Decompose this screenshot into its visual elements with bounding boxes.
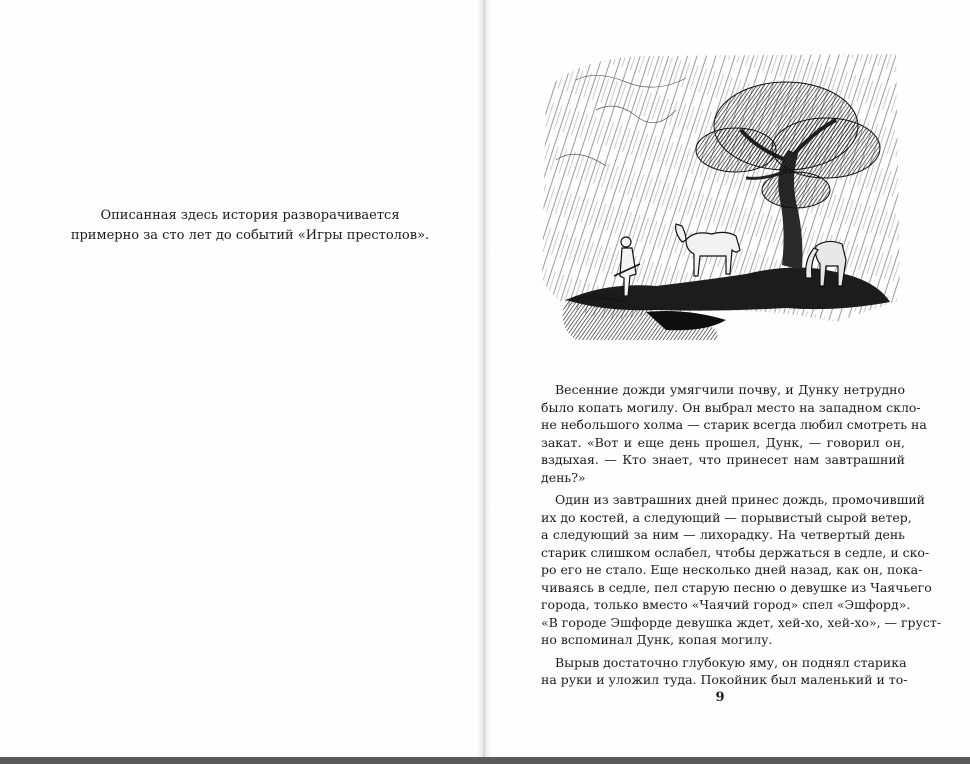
left-page bbox=[0, 0, 484, 757]
text-line: а следующий за ним — лихорадку. На четвертый день bbox=[541, 527, 905, 542]
text-line: Один из завтрашних дней принес дождь, промочивший bbox=[555, 492, 925, 507]
text-line: было копать могилу. Он выбрал место на западном скло- bbox=[541, 399, 921, 415]
epigraph-line: Описанная здесь история разворачивается bbox=[100, 208, 400, 223]
book-gutter bbox=[476, 0, 492, 757]
text-line: закат. «Вот и еще день прошел, Дунк, — говорил он, bbox=[541, 434, 905, 450]
text-line: города, только вместо «Чаячий город» спел «Эшфорд». bbox=[541, 597, 911, 612]
text-line: день?» bbox=[541, 469, 586, 485]
text-line: на руки и уложил туда. Покойник был маленький и то- bbox=[541, 672, 908, 687]
text-line: не небольшого холма — старик всегда любил смотреть на bbox=[541, 417, 927, 432]
text-line: но вспоминал Дунк, копая могилу. bbox=[541, 632, 773, 647]
text-line: Вырыв достаточно глубокую яму, он поднял старика bbox=[555, 654, 907, 670]
text-line: вздыхая. — Кто знает, что принесет нам завтрашний bbox=[541, 452, 905, 467]
text-line: старик слишком ослабел, чтобы держаться в седле, и ско- bbox=[541, 544, 930, 560]
chapter-text bbox=[541, 381, 942, 689]
epigraph-line: примерно за сто лет до событий «Игры престолов». bbox=[70, 228, 430, 243]
epigraph bbox=[60, 206, 440, 246]
page-number: 9 bbox=[715, 690, 725, 705]
text-line: «В городе Эшфорде девушка ждет, хей-хо, хей-хо», — груст- bbox=[541, 614, 942, 630]
text-line: Весенние дожди умягчили почву, и Дунку нетрудно bbox=[555, 382, 905, 397]
text-line: чиваясь в седле, пел старую песню о девушке из Чаячьего bbox=[541, 579, 932, 595]
text-line: их до костей, а следующий — порывистый сырой ветер, bbox=[541, 509, 912, 525]
chapter-illustration bbox=[536, 50, 902, 340]
text-line: ро его не стало. Еще несколько дней назад, как он, пока- bbox=[541, 562, 923, 577]
viewer-bottom-bar bbox=[0, 757, 970, 764]
